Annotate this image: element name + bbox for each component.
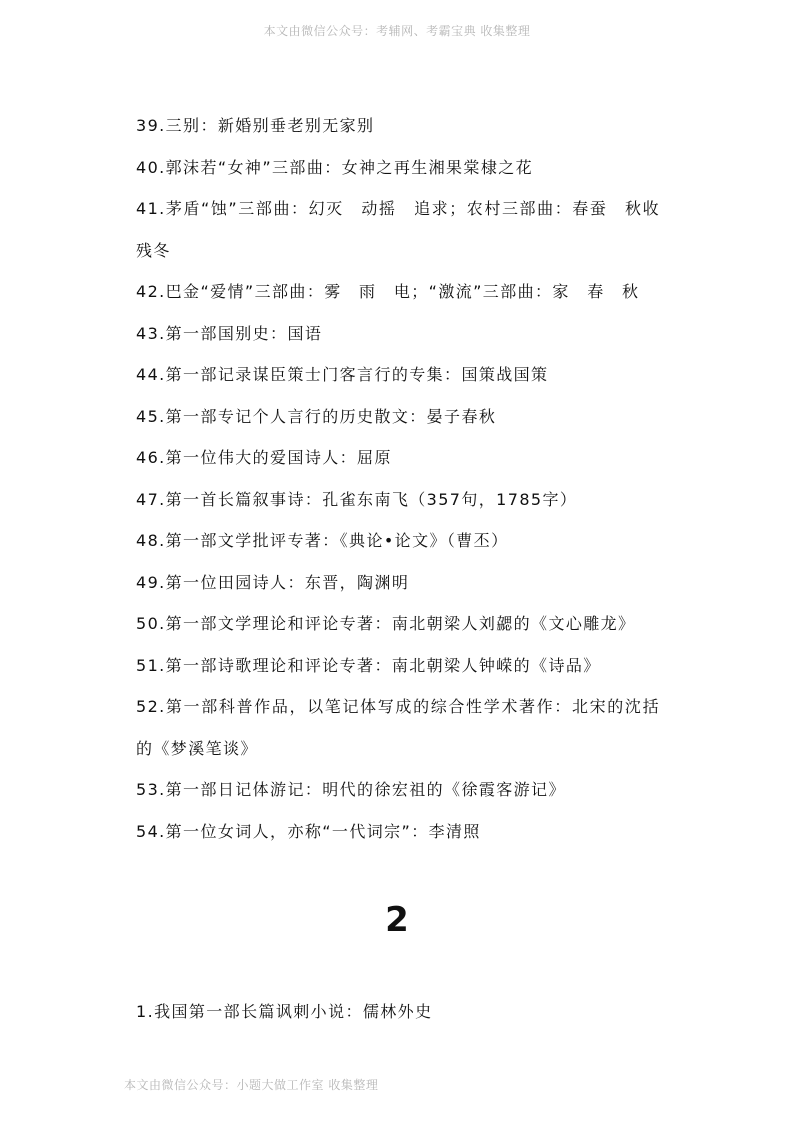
list-item: 49.第一位田园诗人：东晋，陶渊明 bbox=[136, 572, 410, 592]
list-item: 39.三别：新婚别垂老别无家别 bbox=[136, 116, 375, 135]
list-item: 44.第一部记录谋臣策士门客言行的专集：国策战国策 bbox=[136, 365, 549, 384]
section-2-list bbox=[136, 991, 660, 1033]
list-item: 41.茅盾“蚀”三部曲：幻灭 动摇 追求；农村三部曲：春蚕 秋收 残冬 bbox=[136, 199, 678, 260]
list-item: 54.第一位女词人，亦称“一代词宗”：李清照 bbox=[136, 821, 481, 841]
watermark-bottom: 本文由微信公众号：小题大做工作室 收集整理 bbox=[124, 1078, 379, 1092]
list-item: 47.第一首长篇叙事诗：孔雀东南飞（357句，1785字） bbox=[136, 489, 578, 509]
list-item: 45.第一部专记个人言行的历史散文：晏子春秋 bbox=[136, 406, 497, 426]
item-list bbox=[136, 105, 678, 852]
list-item: 1.我国第一部长篇讽刺小说：儒林外史 bbox=[136, 1002, 433, 1021]
list-item: 40.郭沫若“女神”三部曲：女神之再生湘果棠棣之花 bbox=[136, 157, 534, 177]
list-item: 52.第一部科普作品，以笔记体写成的综合性学术著作：北宋的沈括的《梦溪笔谈》 bbox=[136, 697, 660, 758]
watermark-top: 本文由微信公众号：考辅网、考霸宝典 收集整理 bbox=[263, 24, 531, 38]
list-item: 46.第一位伟大的爱国诗人：屈原 bbox=[136, 448, 392, 467]
list-item: 48.第一部文学批评专著：《典论•论文》（曹丕） bbox=[136, 531, 509, 550]
list-item: 53.第一部日记体游记：明代的徐宏祖的《徐霞客游记》 bbox=[136, 780, 566, 799]
list-item: 51.第一部诗歌理论和评论专著：南北朝梁人钟嵘的《诗品》 bbox=[136, 655, 601, 675]
list-item: 50.第一部文学理论和评论专著：南北朝梁人刘勰的《文心雕龙》 bbox=[136, 614, 636, 633]
section-number: 2 bbox=[385, 900, 409, 940]
list-item: 42.巴金“爱情”三部曲：雾 雨 电；“激流”三部曲：家 春 秋 bbox=[136, 282, 640, 301]
list-item: 43.第一部国别史：国语 bbox=[136, 323, 323, 343]
